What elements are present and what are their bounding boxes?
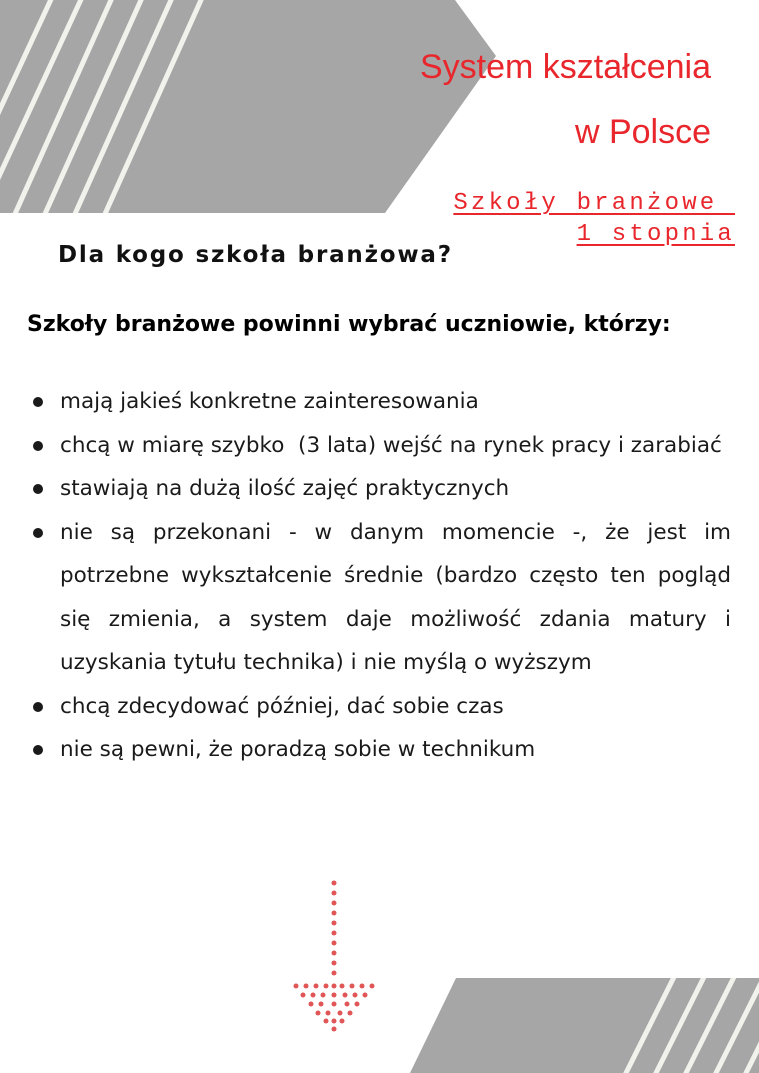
- bullet-icon: [33, 528, 43, 538]
- dotted-down-arrow-icon: [294, 881, 375, 1032]
- list-item: [27, 511, 731, 685]
- subtitle-line1: Szkoły branżowe: [453, 190, 735, 217]
- top-gray-shape: [0, 0, 496, 213]
- bullet-icon: [33, 745, 43, 755]
- lead-sentence: Szkoły branżowe powinni wybrać uczniowie, którzy:: [27, 312, 671, 337]
- section-question: Dla kogo szkoła branżowa?: [58, 242, 453, 268]
- page-subtitle: [453, 188, 735, 250]
- list-item: [27, 380, 731, 424]
- page-title-line2: w Polsce: [574, 113, 711, 151]
- bullet-icon: [33, 441, 43, 451]
- bottom-gray-shape: [410, 978, 759, 1073]
- bullet-icon: [33, 484, 43, 494]
- list-item: [27, 685, 731, 729]
- list-item-text: chcą zdecydować później, dać sobie czas: [60, 693, 504, 719]
- list-item: [27, 424, 731, 468]
- list-item: [27, 728, 731, 772]
- list-item-text: nie są pewni, że poradzą sobie w technikum: [60, 737, 536, 762]
- page-title-line1: System kształcenia: [420, 48, 711, 86]
- list-item-text: mają jakieś konkretne zainteresowania: [60, 389, 479, 414]
- bullet-list: [27, 380, 731, 772]
- list-item-text: chcą w miarę szybko (3 lata) wejść na rynek pracy i zarabiać: [60, 432, 722, 458]
- subtitle-line2: 1 stopnia: [576, 221, 735, 248]
- list-item-text: stawiają na dużą ilość zajęć praktycznych: [60, 476, 510, 501]
- list-item-text: nie są przekonani - w danym momencie -, że jest im potrzebne wykształcenie średnie (bardzo często ten pogląd się zmienia, a system daje możliwość zdania matury i uzyskania tytułu technika) i nie myślą o wyższym: [60, 519, 731, 675]
- bullet-icon: [33, 702, 43, 712]
- list-item: [27, 467, 731, 511]
- bullet-icon: [33, 397, 43, 407]
